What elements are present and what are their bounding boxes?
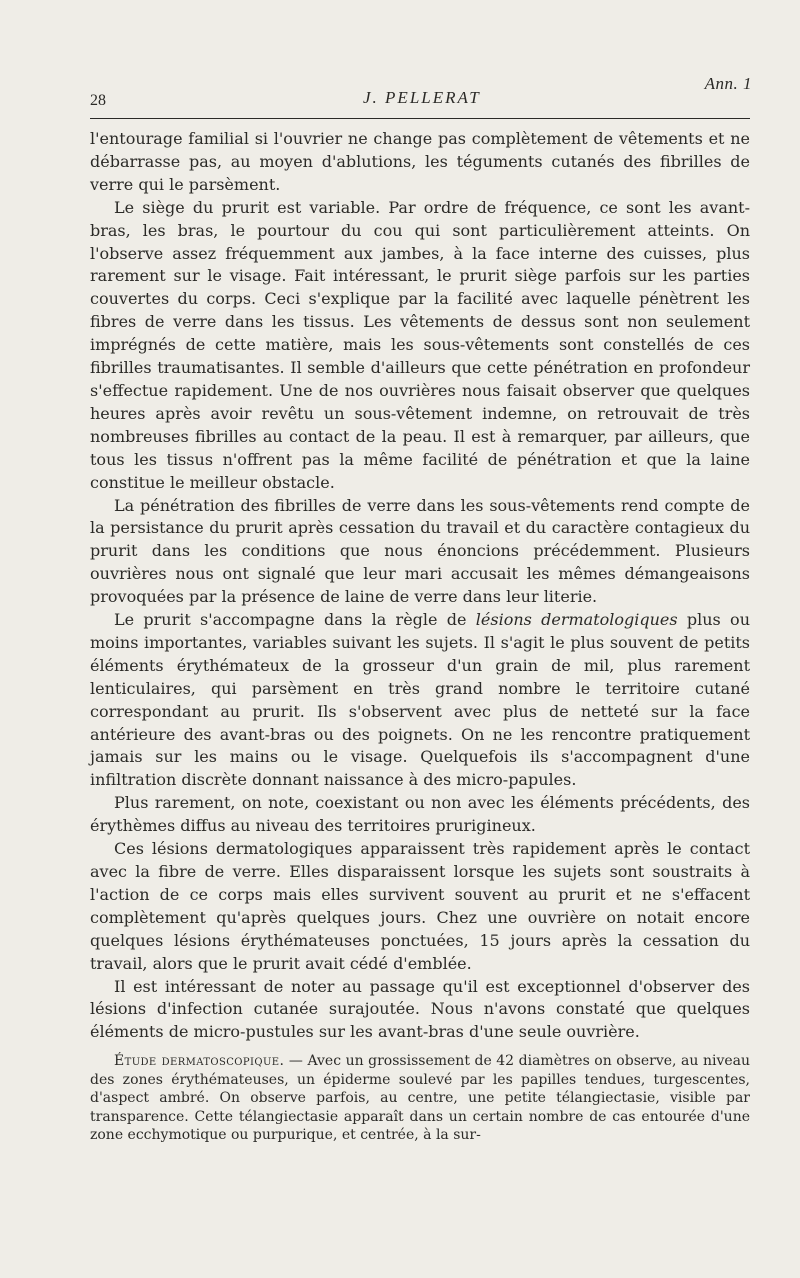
paragraph-7: Il est intéressant de noter au passage qu'il est exceptionnel d'observer des lésions d'infection cutanée surajoutée. Nous n'avons constaté que quelques éléments de micro-pustules sur les avant-bras d'une seule ouvrière. bbox=[90, 976, 750, 1042]
running-head: J. PELLERAT bbox=[363, 88, 481, 107]
section-text: — Avec un grossissement de 42 diamètres on observe, au niveau des zones érythémateuses, un épiderme soulevé par les papilles tendues, turgescentes, d'aspect ambré. On observe parfois, au centre, une petite télangiectasie, visible par transparence. Cette télangiectasie apparaît dans un certain nombre de cas entourée d'une zone ecchymotique ou purpurique, et centrée, à la sur- bbox=[90, 1053, 750, 1144]
paragraph-5: Plus rarement, on note, coexistant ou non avec les éléments précédents, des érythèmes diffus au niveau des territoires prurigineux. bbox=[90, 793, 750, 836]
paragraph-4-start: Le prurit s'accompagne dans la règle de bbox=[114, 610, 476, 630]
paragraph-4 bbox=[90, 609, 750, 792]
paragraph-3: La pénétration des fibrilles de verre dans les sous-vêtements rend compte de la persistance du prurit après cessation du travail et du caractère contagieux du prurit dans les conditions que nous énoncions précédemment. Plusieurs ouvrières nous ont signalé que leur mari accusait les mêmes démangeaisons provoquées par la présence de laine de verre dans leur literie. bbox=[90, 495, 750, 607]
emphasis-lesions-dermatologiques: lésions dermatologiques bbox=[475, 610, 678, 630]
section-paragraph bbox=[90, 1052, 750, 1145]
main-text bbox=[90, 128, 750, 1044]
paragraph-4-rest: plus ou moins importantes, variables suivant les sujets. Il s'agit le plus souvent de petits éléments érythémateux de la grosseur d'un grain de mil, plus rarement lenticulaires, qui parsèment en très grand nombre le territoire cutané correspondant au prurit. Ils s'observent avec plus de netteté sur la face antérieure des avant-bras ou des poignets. On ne les rencontre pratiquement jamais sur les mains ou le visage. Quelquefois ils s'accompagnent d'une infiltration discrète donnant naissance à des micro-papules. bbox=[90, 610, 750, 790]
section-heading: Étude dermatoscopique. bbox=[114, 1053, 285, 1069]
journal-reference: Ann. 1 bbox=[704, 74, 752, 93]
dermatoscopic-section bbox=[90, 1052, 750, 1145]
header-rule bbox=[90, 118, 750, 119]
page-header bbox=[90, 86, 750, 114]
paragraph-2: Le siège du prurit est variable. Par ordre de fréquence, ce sont les avant-bras, les bras, le pourtour du cou qui sont particulièrement atteints. On l'observe assez fréquemment aux jambes, à la face interne des cuisses, plus rarement sur le visage. Fait intéressant, le prurit siège parfois sur les parties couvertes du corps. Ceci s'explique par la facilité avec laquelle pénètrent les fibres de verre dans les tissus. Les vêtements de dessus sont non seulement imprégnés de cette matière, mais les sous-vêtements sont constellés de ces fibrilles traumatisantes. Il semble d'ailleurs que cette pénétration en profondeur s'effectue rapidement. Une de nos ouvrières nous faisait observer que quelques heures après avoir revêtu un sous-vêtement indemne, on retrouvait de très nombreuses fibrilles au contact de la peau. Il est à remarquer, par ailleurs, que tous les tissus n'offrent pas la même facilité de pénétration et que la laine constitue le meilleur obstacle. bbox=[90, 197, 750, 492]
paragraph-6: Ces lésions dermatologiques apparaissent très rapidement après le contact avec la fibre de verre. Elles disparaissent lorsque les sujets sont soustraits à l'action de ce corps mais elles survivent souvent au prurit et ne s'effacent complètement qu'après quelques jours. Chez une ouvrière on notait encore quelques lésions érythémateuses ponctuées, 15 jours après la cessation du travail, alors que le prurit avait cédé d'emblée. bbox=[90, 839, 750, 973]
paragraph-1: l'entourage familial si l'ouvrier ne change pas complètement de vêtements et ne débarrasse pas, au moyen d'ablutions, les téguments cutanés des fibrilles de verre qui le parsèment. bbox=[90, 129, 750, 194]
page-number: 28 bbox=[90, 92, 106, 109]
